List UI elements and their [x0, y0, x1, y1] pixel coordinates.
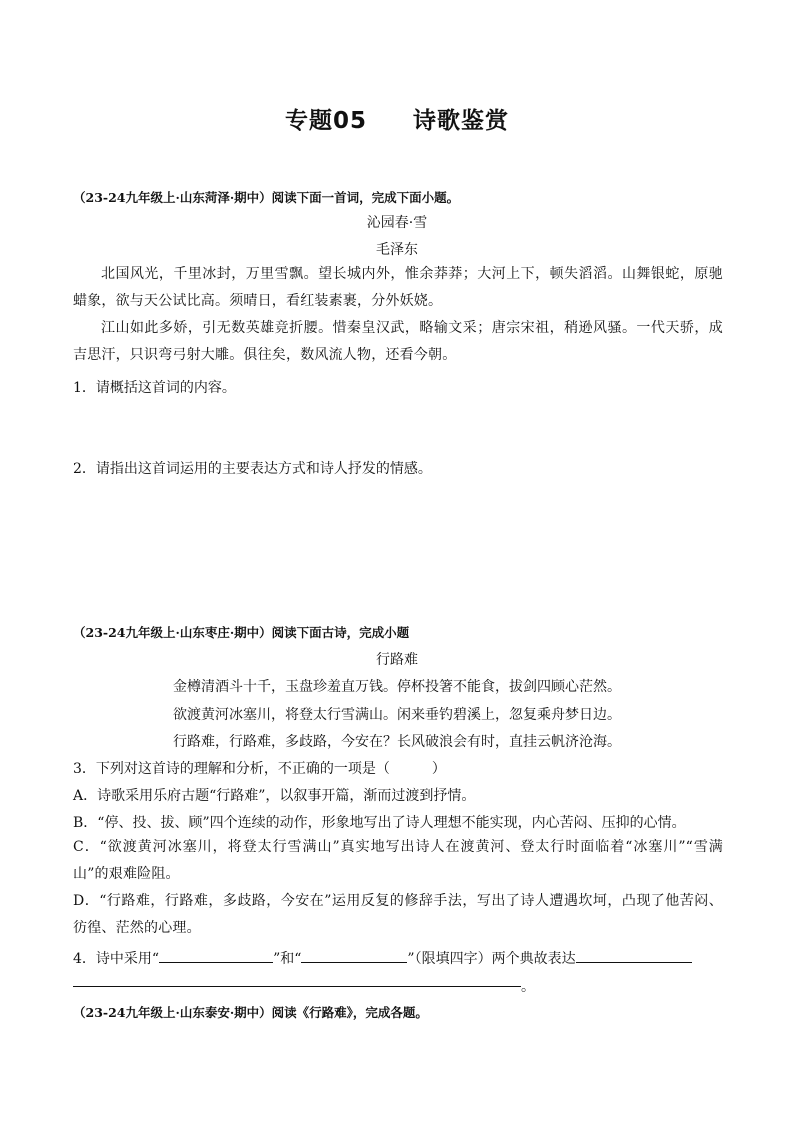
question-4-end: 。 — [521, 979, 535, 995]
section1-paragraph-1: 北国风光，千里冰封，万里雪飘。望长城内外，惟余莽莽；大河上下，顿失滔滔。山舞银蛇，原驰蜡象，欲与天公试比高。须晴日，看红装素裹，分外妖娆。 — [73, 266, 723, 309]
answer-blank-3[interactable] — [576, 948, 692, 963]
page-title — [0, 102, 794, 135]
section2-source: （23-24九年级上·山东枣庄·期中）阅读下面古诗，完成小题 — [73, 625, 410, 640]
verse-line: 金樽清酒斗十千，玉盘珍羞直万钱。停杯投箸不能食，拔剑四顾心茫然。 — [173, 679, 621, 695]
section2-poem-title: 行路难 — [376, 652, 418, 668]
question-3: 3．下列对这首诗的理解和分析，不正确的一项是（ ） — [73, 761, 446, 777]
question-1: 1．请概括这首词的内容。 — [73, 380, 236, 396]
option-a: A．诗歌采用乐府古题“行路难”，以叙事开篇，渐而过渡到抒情。 — [73, 788, 476, 804]
section1-paragraph-2: 江山如此多娇，引无数英雄竞折腰。惜秦皇汉武，略输文采；唐宗宋祖，稍逊风骚。一代天骄，成吉思汗，只识弯弓射大雕。俱往矣，数风流人物，还看今朝。 — [73, 320, 723, 363]
question-4-text-a: 4．诗中采用“ — [73, 951, 160, 967]
section1-author: 毛泽东 — [376, 242, 418, 258]
answer-blank-1[interactable] — [159, 948, 273, 963]
section1-poem-title: 沁园春·雪 — [366, 215, 428, 231]
option-d: D．“行路难，行路难，多歧路，今安在”运用反复的修辞手法，写出了诗人遭遇坎坷，凸现了他苦闷、彷徨、茫然的心理。 — [73, 893, 723, 936]
answer-blank-4[interactable] — [73, 986, 521, 987]
option-b: B．“停、投、拔、顾”四个连续的动作，形象地写出了诗人理想不能实现，内心苦闷、压抑的心情。 — [73, 815, 686, 831]
question-4-text-c: ”（限填四字）两个典故表达 — [407, 951, 576, 967]
verse-line: 欲渡黄河冰塞川，将登太行雪满山。闲来垂钓碧溪上，忽复乘舟梦日边。 — [173, 707, 621, 723]
title-number: 专题05 — [284, 108, 367, 134]
answer-blank-2[interactable] — [301, 948, 407, 963]
question-2: 2．请指出这首词运用的主要表达方式和诗人抒发的情感。 — [73, 461, 432, 477]
title-name: 诗歌鉴赏 — [413, 108, 509, 134]
question-4-text-b: ”和“ — [273, 951, 302, 967]
verse-line: 行路难，行路难，多歧路，今安在？长风破浪会有时，直挂云帆济沧海。 — [173, 734, 621, 750]
section1-source: （23-24九年级上·山东菏泽·期中）阅读下面一首词，完成下面小题。 — [73, 190, 460, 205]
question-4 — [73, 948, 692, 968]
section3-source: （23-24九年级上·山东泰安·期中）阅读《行路难》，完成各题。 — [73, 1005, 428, 1020]
option-c: C．“欲渡黄河冰塞川，将登太行雪满山”真实地写出诗人在渡黄河、登太行时面临着“冰塞川”“雪满山”的艰难险阻。 — [73, 839, 723, 882]
